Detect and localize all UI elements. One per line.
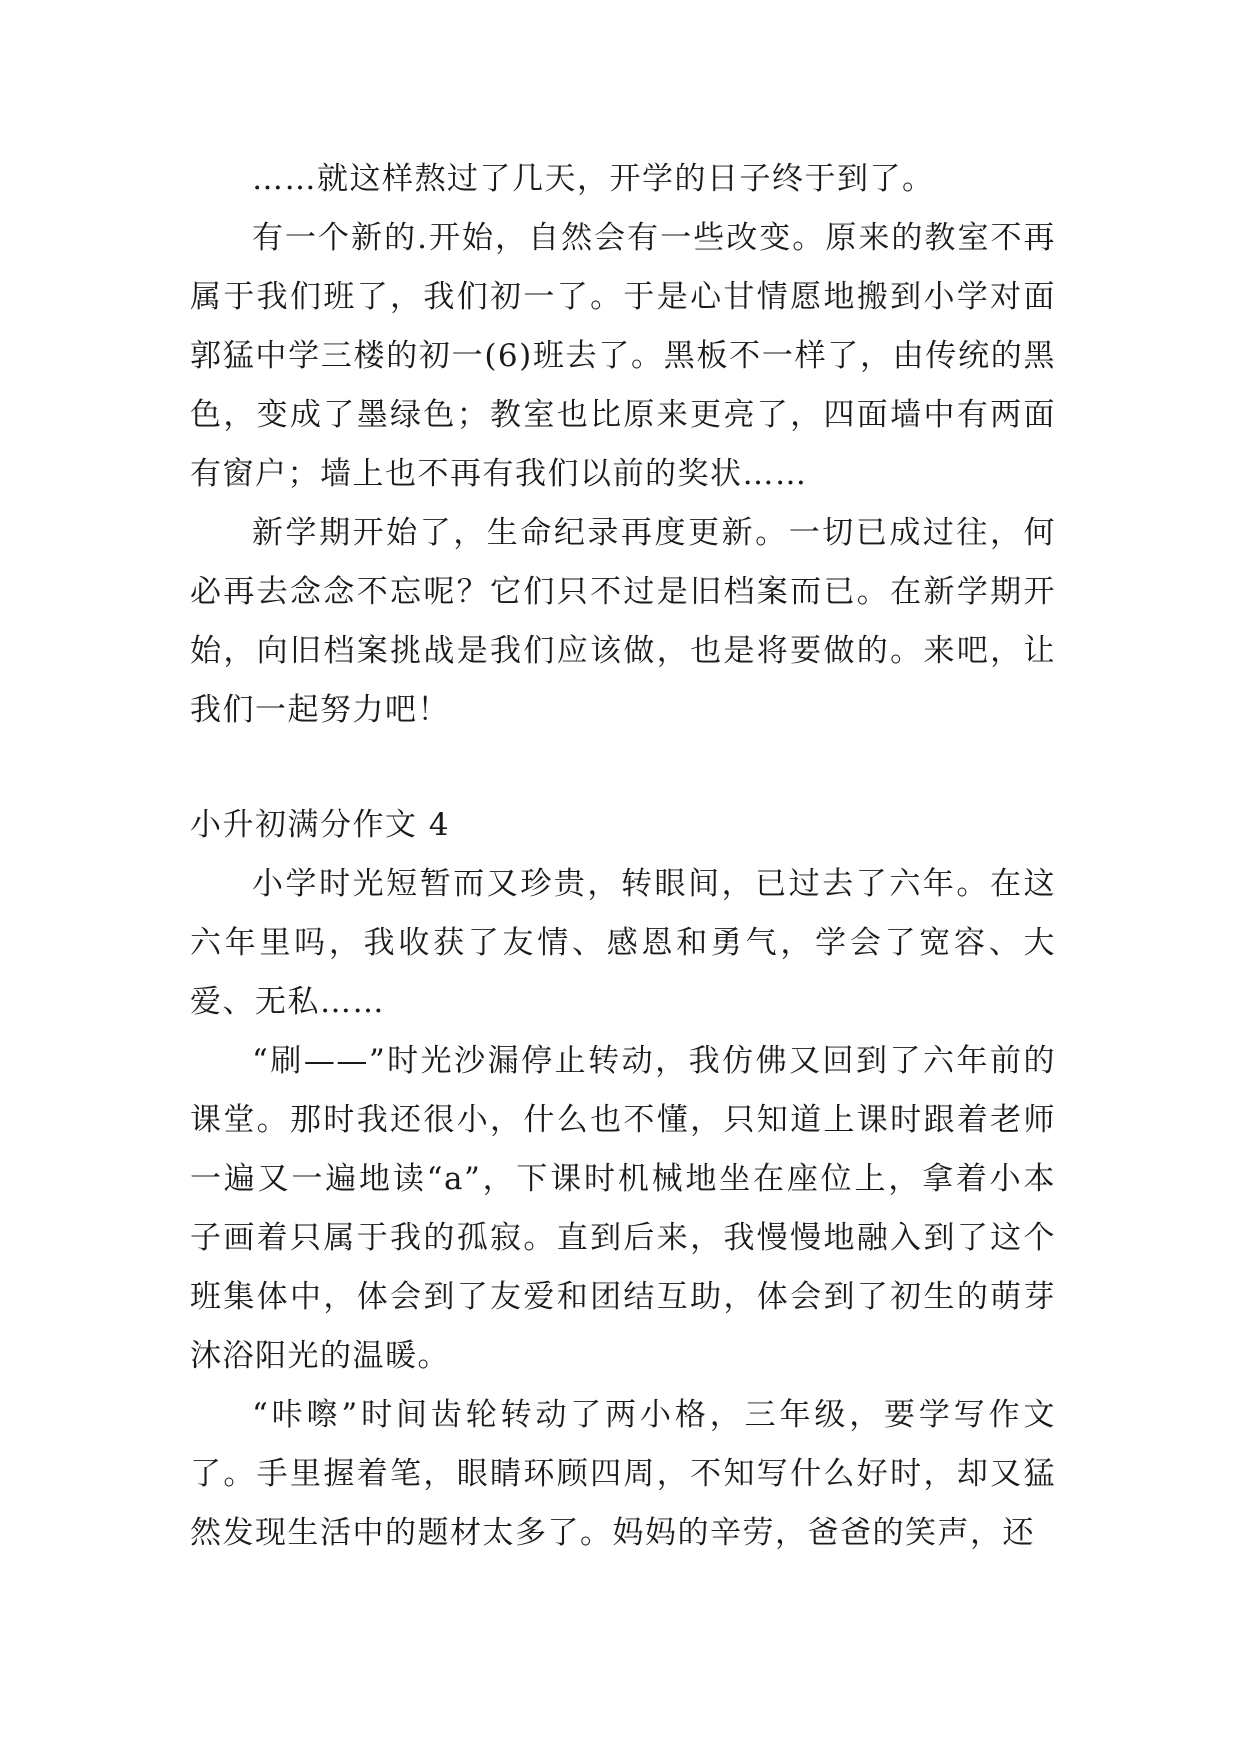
document-body xyxy=(190,150,1056,1563)
section-title: 小升初满分作文 4 xyxy=(190,807,451,843)
paragraph-3: 新学期开始了，生命纪录再度更新。一切已成过往，何必再去念念不忘呢？它们只不过是旧档案而已。在新学期开始，向旧档案挑战是我们应该做，也是将要做的。来吧，让我们一起努力吧！ xyxy=(190,515,1056,728)
paragraph-4: 小学时光短暂而又珍贵，转眼间，已过去了六年。在这六年里吗，我收获了友情、感恩和勇气，学会了宽容、大爱、无私…… xyxy=(190,866,1056,1020)
paragraph-2: 有一个新的.开始，自然会有一些改变。原来的教室不再属于我们班了，我们初一了。于是心甘情愿地搬到小学对面郭猛中学三楼的初一(6)班去了。黑板不一样了，由传统的黑色，变成了墨绿色；教室也比原来更亮了，四面墙中有两面有窗户；墙上也不再有我们以前的奖状…… xyxy=(190,220,1056,492)
paragraph-5: “刷——”时光沙漏停止转动，我仿佛又回到了六年前的课堂。那时我还很小，什么也不懂，只知道上课时跟着老师一遍又一遍地读“a”，下课时机械地坐在座位上，拿着小本子画着只属于我的孤寂。直到后来，我慢慢地融入到了这个班集体中，体会到了友爱和团结互助，体会到了初生的萌芽沐浴阳光的温暖。 xyxy=(190,1043,1056,1374)
paragraph-1: ……就这样熬过了几天，开学的日子终于到了。 xyxy=(252,161,935,197)
paragraph-6: “咔嚓”时间齿轮转动了两小格，三年级，要学写作文了。手里握着笔，眼睛环顾四周，不知写什么好时，却又猛然发现生活中的题材太多了。妈妈的辛劳，爸爸的笑声，还 xyxy=(190,1397,1056,1551)
